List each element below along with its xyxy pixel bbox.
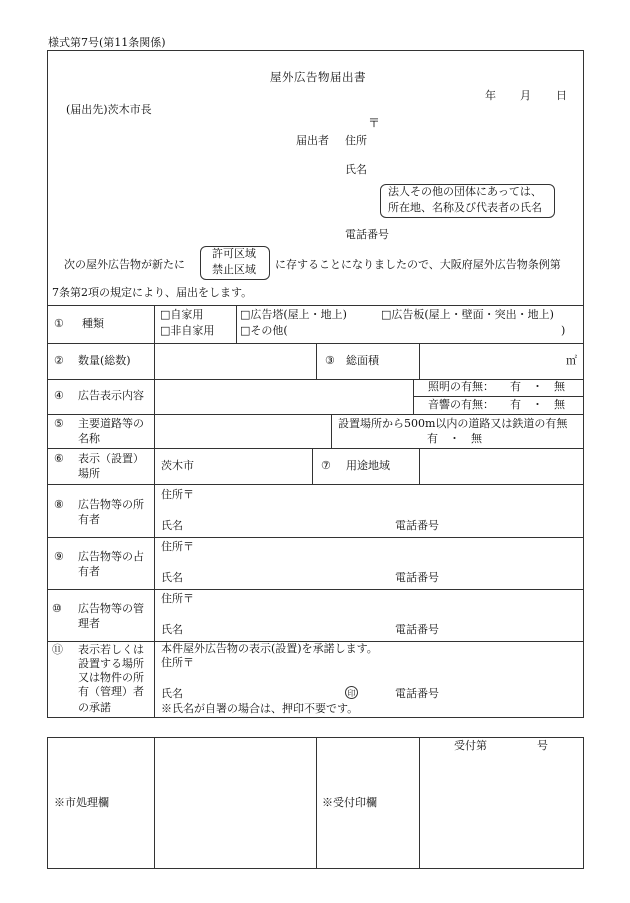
row-divider bbox=[47, 537, 584, 538]
row6-label-line1: 表示（設置） bbox=[78, 452, 144, 465]
row8-label-line1: 広告物等の所 bbox=[78, 498, 144, 511]
road-question: 設置場所から500m以内の道路又は鉄道の有無 bbox=[338, 417, 568, 430]
form-number: 様式第7号(第11条関係) bbox=[48, 36, 166, 49]
label-column-divider bbox=[154, 305, 155, 718]
postal-mark: 〒 bbox=[368, 116, 381, 130]
occupant-name-label: 氏名 bbox=[161, 571, 183, 584]
applicant-phone-label: 電話番号 bbox=[345, 228, 389, 241]
type-other-checkbox[interactable]: □その他( bbox=[240, 324, 288, 337]
date-year-label: 年 bbox=[485, 89, 496, 102]
row8-label-line2: 有者 bbox=[78, 513, 100, 526]
type-private-checkbox[interactable]: □自家用 bbox=[160, 308, 204, 321]
lighting-label: 照明の有無： bbox=[428, 380, 494, 393]
row-subdivider bbox=[413, 396, 584, 397]
col-divider bbox=[154, 737, 155, 869]
owner-phone-label: 電話番号 bbox=[395, 519, 439, 532]
sound-label: 音響の有無： bbox=[428, 398, 494, 411]
col-divider bbox=[312, 448, 313, 484]
seal-note: ※氏名が自署の場合は、押印不要です。 bbox=[161, 702, 359, 715]
row6-number: ⑥ bbox=[54, 452, 64, 465]
row-divider bbox=[47, 379, 584, 380]
reception-stamp-field: ※受付印欄 bbox=[322, 796, 377, 809]
row1-number: ① bbox=[54, 317, 64, 330]
date-month-label: 月 bbox=[520, 89, 531, 102]
applicant-label: 届出者 bbox=[296, 134, 329, 147]
row-divider bbox=[47, 414, 584, 415]
lighting-choice[interactable]: 有 ・ 無 bbox=[510, 380, 565, 393]
col-divider bbox=[236, 305, 237, 343]
row11-label-line4: 有（管理）者 bbox=[78, 685, 144, 698]
row3-label: 総面積 bbox=[346, 354, 379, 367]
row4-number: ④ bbox=[54, 389, 64, 402]
main-form-frame bbox=[47, 50, 584, 718]
row11-label-line2: 設置する場所 bbox=[78, 657, 144, 670]
row11-label-line3: 又は物件の所 bbox=[78, 671, 144, 684]
consent-name-label: 氏名 bbox=[161, 687, 183, 700]
applicant-address-label: 住所 bbox=[345, 134, 367, 147]
occupant-address-label: 住所〒 bbox=[161, 540, 194, 553]
location-value: 茨木市 bbox=[161, 459, 194, 472]
sound-choice[interactable]: 有 ・ 無 bbox=[510, 398, 565, 411]
col-divider bbox=[331, 414, 332, 448]
consent-address-label: 住所〒 bbox=[161, 656, 194, 669]
col-divider bbox=[419, 448, 420, 484]
row-divider bbox=[47, 305, 584, 306]
row11-number: ⑪ bbox=[52, 643, 63, 656]
applicant-name-label: 氏名 bbox=[345, 163, 367, 176]
form-title: 屋外広告物届出書 bbox=[270, 70, 366, 84]
type-other-close: ) bbox=[561, 324, 566, 337]
col-divider bbox=[316, 737, 317, 869]
row-divider bbox=[47, 484, 584, 485]
type-nonprivate-checkbox[interactable]: □非自家用 bbox=[160, 324, 215, 337]
type-tower-checkbox[interactable]: □広告塔(屋上・地上) bbox=[240, 308, 347, 321]
row4-label: 広告表示内容 bbox=[78, 389, 144, 402]
manager-phone-label: 電話番号 bbox=[395, 623, 439, 636]
consent-phone-label: 電話番号 bbox=[395, 687, 439, 700]
type-board-checkbox[interactable]: □広告板(屋上・壁面・突出・地上) bbox=[381, 308, 554, 321]
row10-label-line1: 広告物等の管 bbox=[78, 602, 144, 615]
row9-label-line1: 広告物等の占 bbox=[78, 550, 144, 563]
row9-number: ⑨ bbox=[54, 550, 64, 563]
corp-note-line2: 所在地、名称及び代表者の氏名 bbox=[388, 201, 542, 214]
row11-label-line1: 表示若しくは bbox=[78, 643, 144, 656]
row7-number: ⑦ bbox=[321, 459, 331, 472]
col-divider bbox=[419, 343, 420, 379]
receipt-number-label: 受付第 bbox=[454, 739, 487, 752]
intro-text-after: に存することになりましたので、大阪府屋外広告物条例第 bbox=[275, 258, 561, 271]
col-divider bbox=[419, 737, 420, 869]
row7-label: 用途地域 bbox=[346, 459, 390, 472]
intro-text-before: 次の屋外広告物が新たに bbox=[64, 258, 185, 271]
row11-label-line5: の承諾 bbox=[78, 701, 111, 714]
road-choice[interactable]: 有 ・ 無 bbox=[427, 432, 482, 445]
row5-label-line1: 主要道路等の bbox=[78, 417, 144, 430]
row8-number: ⑧ bbox=[54, 498, 64, 511]
consent-statement: 本件屋外広告物の表示(設置)を承諾します。 bbox=[161, 642, 378, 655]
city-processing-field: ※市処理欄 bbox=[54, 796, 109, 809]
row1-label: 種類 bbox=[82, 317, 104, 330]
owner-address-label: 住所〒 bbox=[161, 488, 194, 501]
manager-address-label: 住所〒 bbox=[161, 592, 194, 605]
row2-number: ② bbox=[54, 354, 64, 367]
recipient: (届出先)茨木市長 bbox=[66, 103, 152, 116]
corp-note-line1: 法人その他の団体にあっては、 bbox=[388, 185, 542, 198]
seal-mark-icon: 印 bbox=[345, 686, 358, 699]
row10-label-line2: 理者 bbox=[78, 617, 100, 630]
intro-text-line2: 7条第2項の規定により、届出をします。 bbox=[52, 286, 253, 299]
owner-name-label: 氏名 bbox=[161, 519, 183, 532]
area-unit: ㎡ bbox=[566, 354, 577, 367]
row3-number: ③ bbox=[325, 354, 335, 367]
area-option-permit: 許可区域 bbox=[212, 247, 256, 260]
row5-label-line2: 名称 bbox=[78, 432, 100, 445]
receipt-number-suffix: 号 bbox=[537, 739, 548, 752]
row6-label-line2: 場所 bbox=[78, 467, 100, 480]
col-divider bbox=[413, 379, 414, 414]
row10-number: ⑩ bbox=[52, 602, 62, 615]
occupant-phone-label: 電話番号 bbox=[395, 571, 439, 584]
date-day-label: 日 bbox=[556, 89, 567, 102]
row2-label: 数量(総数) bbox=[78, 354, 131, 367]
manager-name-label: 氏名 bbox=[161, 623, 183, 636]
row-divider bbox=[47, 448, 584, 449]
row-divider bbox=[47, 589, 584, 590]
row5-number: ⑤ bbox=[54, 417, 64, 430]
area-option-prohibit: 禁止区域 bbox=[212, 263, 256, 276]
row9-label-line2: 有者 bbox=[78, 565, 100, 578]
col-divider bbox=[316, 343, 317, 379]
